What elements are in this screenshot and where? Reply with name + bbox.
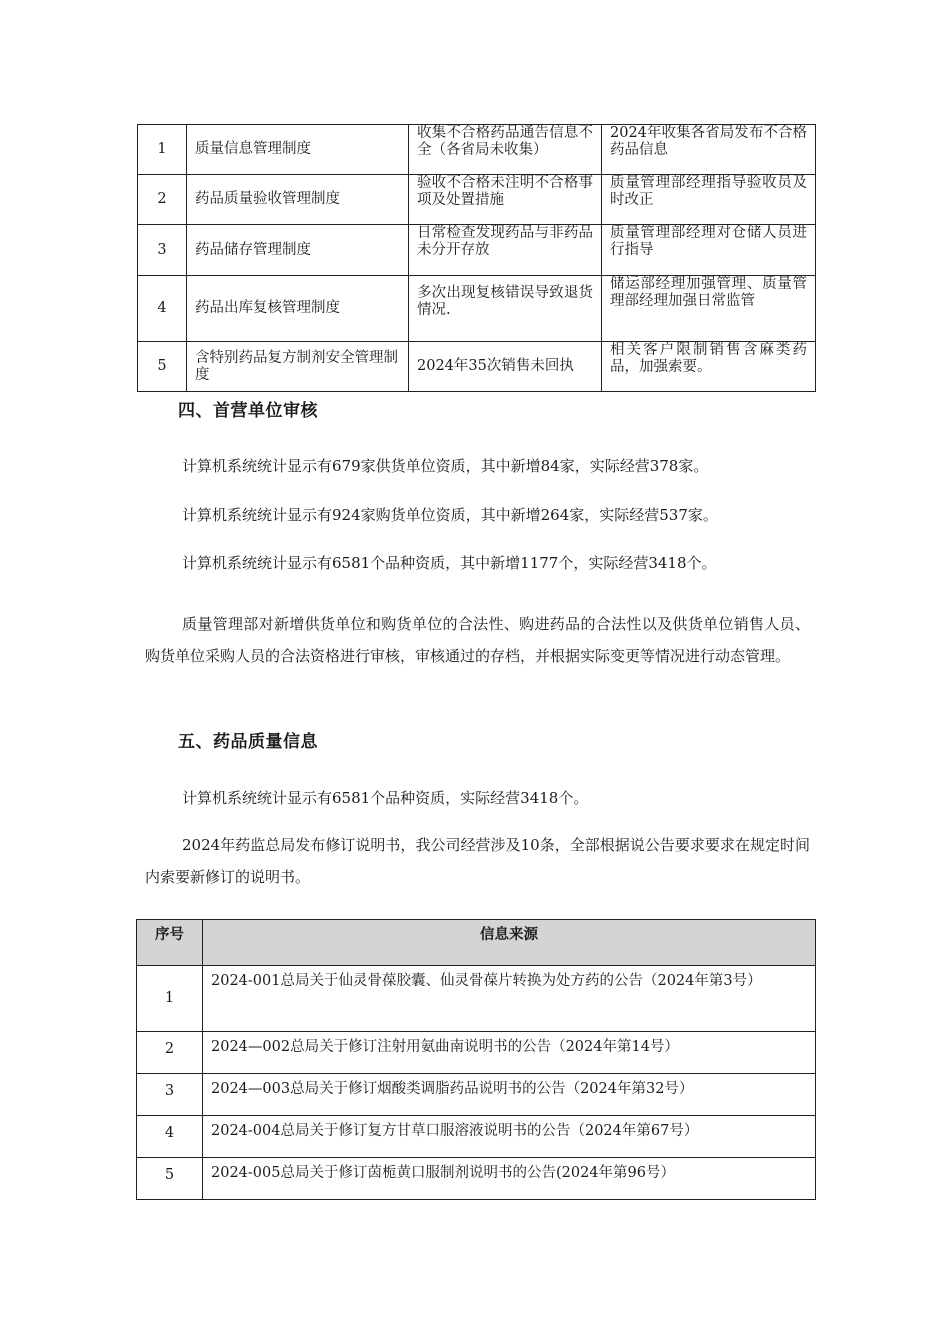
- column-header-source: 信息来源: [203, 920, 816, 966]
- row-number: 5: [137, 1158, 203, 1200]
- column-header-no: 序号: [137, 920, 203, 966]
- paragraph: 质量管理部对新增供货单位和购货单位的合法性、购进药品的合法性以及供货单位销售人员、购货单位采购人员的合法资格进行审核，审核通过的存档，并根据实际变更等情况进行动态管理。: [145, 615, 810, 665]
- paragraph: 计算机系统统计显示有6581个品种资质，其中新增1177个，实际经营3418个。: [182, 554, 717, 572]
- measure-cell: 储运部经理加强管理、质量管理部经理加强日常监管: [602, 276, 816, 342]
- table-header-row: [137, 920, 816, 966]
- measure-cell: 相关客户限制销售含麻类药品，加强索要。: [602, 342, 816, 392]
- table-row: [137, 1074, 816, 1116]
- system-name: 药品出库复核管理制度: [187, 276, 409, 342]
- table-row: [138, 175, 816, 225]
- system-name: 药品质量验收管理制度: [187, 175, 409, 225]
- paragraph: 计算机系统统计显示有679家供货单位资质，其中新增84家，实际经营378家。: [182, 457, 709, 475]
- problem-cell: 日常检查发现药品与非药品未分开存放: [409, 225, 602, 276]
- section-5-heading: 五、药品质量信息: [178, 732, 318, 752]
- problem-cell: 收集不合格药品通告信息不全（各省局未收集）: [409, 125, 602, 175]
- measure-cell: 质量管理部经理对仓储人员进行指导: [602, 225, 816, 276]
- row-number: 2: [138, 175, 187, 225]
- source-cell: 2024—003总局关于修订烟酸类调脂药品说明书的公告（2024年第32号）: [203, 1074, 816, 1116]
- system-name: 质量信息管理制度: [187, 125, 409, 175]
- row-number: 1: [137, 966, 203, 1032]
- source-cell: 2024-005总局关于修订茵栀黄口服制剂说明书的公告(2024年第96号）: [203, 1158, 816, 1200]
- row-number: 3: [137, 1074, 203, 1116]
- management-issues-table: [137, 124, 816, 392]
- paragraph: 2024年药监总局发布修订说明书，我公司经营涉及10条，全部根据说公告要求要求在规定时间内索要新修订的说明书。: [145, 836, 810, 886]
- table-row: [138, 276, 816, 342]
- problem-cell: 2024年35次销售未回执: [409, 342, 602, 392]
- problem-cell: 多次出现复核错误导致退货情况.: [409, 276, 602, 342]
- source-cell: 2024—002总局关于修订注射用氨曲南说明书的公告（2024年第14号）: [203, 1032, 816, 1074]
- paragraph: 计算机系统统计显示有924家购货单位资质，其中新增264家，实际经营537家。: [182, 506, 718, 524]
- table-row: [137, 966, 816, 1032]
- row-number: 3: [138, 225, 187, 276]
- table-row: [138, 225, 816, 276]
- row-number: 1: [138, 125, 187, 175]
- measure-cell: 质量管理部经理指导验收员及时改正: [602, 175, 816, 225]
- row-number: 5: [138, 342, 187, 392]
- table-row: [137, 1158, 816, 1200]
- row-number: 4: [137, 1116, 203, 1158]
- measure-cell: 2024年收集各省局发布不合格药品信息: [602, 125, 816, 175]
- system-name: 药品储存管理制度: [187, 225, 409, 276]
- row-number: 2: [137, 1032, 203, 1074]
- section-4-heading: 四、首营单位审核: [178, 401, 318, 421]
- table-row: [137, 1032, 816, 1074]
- table-row: [138, 342, 816, 392]
- source-cell: 2024-004总局关于修订复方甘草口服溶液说明书的公告（2024年第67号）: [203, 1116, 816, 1158]
- system-name: 含特别药品复方制剂安全管理制度: [187, 342, 409, 392]
- paragraph: 计算机系统统计显示有6581个品种资质，实际经营3418个。: [182, 789, 589, 807]
- row-number: 4: [138, 276, 187, 342]
- source-cell: 2024-001总局关于仙灵骨葆胶囊、仙灵骨葆片转换为处方药的公告（2024年第3号）: [203, 966, 816, 1032]
- problem-cell: 验收不合格未注明不合格事项及处置措施: [409, 175, 602, 225]
- table-row: [137, 1116, 816, 1158]
- table-row: [138, 125, 816, 175]
- info-source-table: [136, 919, 816, 1200]
